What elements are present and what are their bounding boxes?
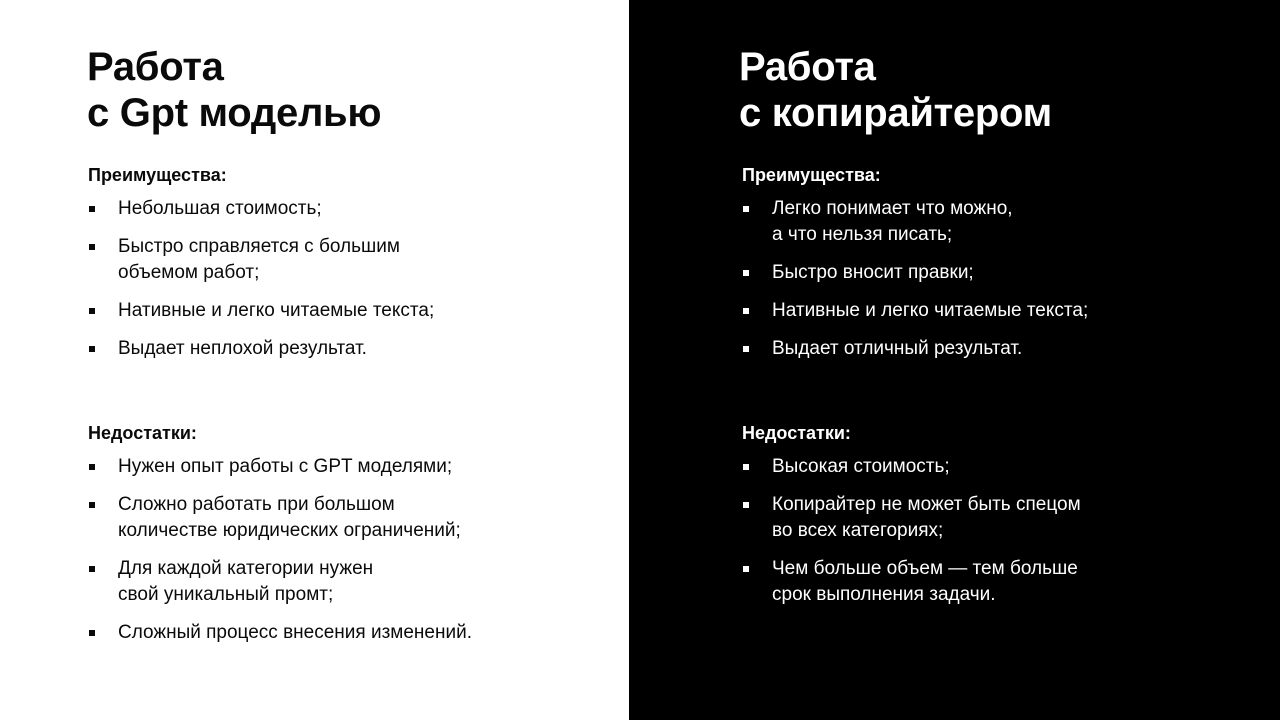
list-item-text: Копирайтер не может быть спецом: [772, 494, 1081, 515]
copywriter-pros-list: [742, 196, 1280, 362]
title-line: Работа: [87, 45, 224, 89]
gpt-pros-section: [88, 164, 717, 374]
list-item: [88, 492, 717, 544]
list-item: [88, 336, 717, 362]
copywriter-panel-title: [739, 44, 1052, 136]
square-bullet-icon: [743, 502, 749, 508]
list-item: [742, 298, 1280, 324]
gpt-cons-list: [88, 454, 717, 646]
copywriter-pros-section: [742, 164, 1280, 374]
gpt-pros-list: [88, 196, 717, 362]
square-bullet-icon: [743, 270, 749, 276]
list-item-text: объемом работ;: [118, 262, 260, 283]
list-item-text: Сложно работать при большом: [118, 494, 395, 515]
square-bullet-icon: [743, 206, 749, 212]
list-item-text: Быстро справляется с большим: [118, 236, 400, 257]
square-bullet-icon: [743, 566, 749, 572]
list-item-text: количестве юридических ограничений;: [118, 520, 461, 541]
square-bullet-icon: [743, 308, 749, 314]
cons-heading: Недостатки:: [742, 423, 851, 443]
list-item: [742, 556, 1280, 608]
list-item: [742, 260, 1280, 286]
list-item-text: Нативные и легко читаемые текста;: [118, 300, 435, 321]
list-item-text: срок выполнения задачи.: [772, 584, 996, 605]
list-item: [88, 454, 717, 480]
list-item-text: свой уникальный промт;: [118, 584, 334, 605]
title-line: с копирайтером: [739, 91, 1052, 135]
list-item-text: во всех категориях;: [772, 520, 944, 541]
square-bullet-icon: [89, 566, 95, 572]
list-item: [742, 196, 1280, 248]
list-item: [88, 298, 717, 324]
list-item-text: Высокая стоимость;: [772, 456, 950, 477]
list-item: [88, 196, 717, 222]
list-item: [742, 336, 1280, 362]
list-item: [88, 620, 717, 646]
square-bullet-icon: [89, 502, 95, 508]
copywriter-panel: [629, 0, 1280, 720]
pros-heading: Преимущества:: [742, 165, 881, 185]
square-bullet-icon: [89, 244, 95, 250]
list-item-text: Выдает неплохой результат.: [118, 338, 367, 359]
list-item: [88, 556, 717, 608]
cons-heading: Недостатки:: [88, 423, 197, 443]
list-item-text: Нужен опыт работы с GPT моделями;: [118, 456, 453, 477]
title-line: Работа: [739, 45, 876, 89]
list-item-text: а что нельзя писать;: [772, 224, 953, 245]
copywriter-cons-section: [742, 422, 1280, 620]
copywriter-cons-list: [742, 454, 1280, 608]
list-item: [742, 454, 1280, 480]
gpt-cons-section: [88, 422, 717, 658]
pros-heading: Преимущества:: [88, 165, 227, 185]
list-item-text: Для каждой категории нужен: [118, 558, 374, 579]
list-item: [742, 492, 1280, 544]
list-item-text: Нативные и легко читаемые текста;: [772, 300, 1089, 321]
title-line: с Gpt моделью: [87, 91, 382, 135]
square-bullet-icon: [743, 464, 749, 470]
list-item-text: Чем больше объем — тем больше: [772, 558, 1078, 579]
square-bullet-icon: [89, 630, 95, 636]
gpt-model-panel: [0, 0, 629, 720]
square-bullet-icon: [89, 464, 95, 470]
list-item: [88, 234, 717, 286]
square-bullet-icon: [743, 346, 749, 352]
gpt-panel-title: [87, 44, 381, 136]
square-bullet-icon: [89, 206, 95, 212]
list-item-text: Сложный процесс внесения изменений.: [118, 622, 472, 643]
list-item-text: Легко понимает что можно,: [772, 198, 1013, 219]
square-bullet-icon: [89, 346, 95, 352]
square-bullet-icon: [89, 308, 95, 314]
list-item-text: Выдает отличный результат.: [772, 338, 1023, 359]
list-item-text: Небольшая стоимость;: [118, 198, 322, 219]
list-item-text: Быстро вносит правки;: [772, 262, 974, 283]
